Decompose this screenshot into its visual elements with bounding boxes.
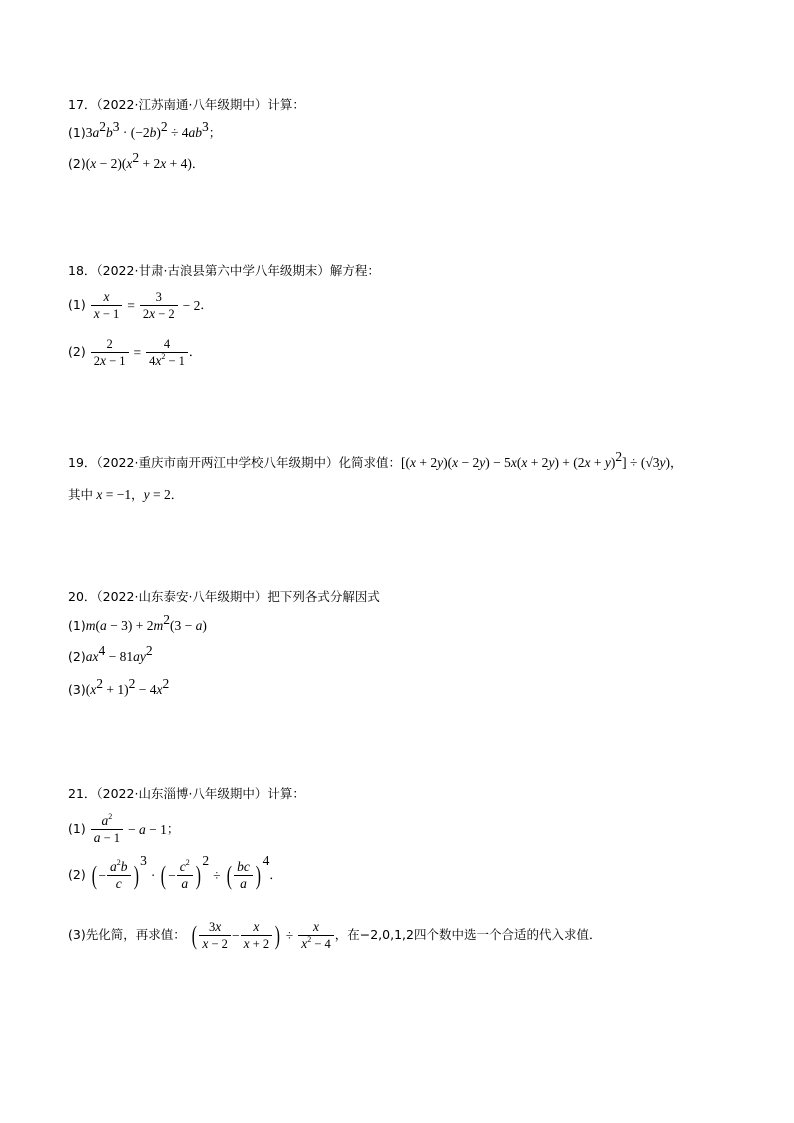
q17-part1: $(1)3a^2b^3 \cdot (-2b)^2 \div 4ab^3$；: [68, 119, 222, 140]
q18-p2-end: ．: [188, 344, 202, 360]
q18-part2: (2) $\frac{2}{2x - 1}$ = $\frac{4}{4x^2 - 1}$ ．: [68, 337, 202, 368]
q17-part2: $(2)(x - 2)(x^2 + 2x + 4)$．: [68, 150, 205, 171]
q17-p1-label: (1): [68, 125, 86, 140]
q21-p2-label: (2): [68, 867, 86, 883]
q21-p2-end: ．: [269, 867, 282, 883]
q18-p1-label: (1): [68, 297, 86, 313]
q21-part1: (1) $\frac{a^2}{a - 1}$ − a − 1；: [68, 812, 180, 845]
q19-sep: ，: [131, 487, 144, 502]
q21-p1-end: ；: [166, 821, 180, 837]
q20-header: 20．（2022·山东泰安·八年级期中）把下列各式分解因式: [68, 589, 380, 604]
q21-part3: (3)先化简，再求值： ( $\frac{3x}{x - 2}$ − $\frac{x}{x + 2}$ ) ÷ $\frac{x}{x^2 - 4}$ ，在−2,0,1,2四个数中选一个合适的代入求值．: [68, 919, 602, 951]
q19-end: ．: [170, 487, 184, 502]
q20-p3-label: (3): [68, 682, 86, 697]
q21-part2: (2) ( − $\frac{a^2b}{c}$ ) $^3$ · ( − $\frac{c^2}{a}$ ) $^2$ ÷ ( $\frac{bc}{a}$ ) $^4$．: [68, 853, 282, 891]
q17-p1-end: ；: [208, 125, 222, 140]
q21-p3-label: (3)先化简，再求值：: [68, 927, 186, 943]
q19-header: 19．（2022·重庆市南开两江中学校八年级期中）化简求值：: [68, 455, 401, 470]
q19-line2: 其中 x = −1，y = 2．: [68, 487, 184, 502]
q18-part1: (1) $\frac{x}{x - 1}$ = $\frac{3}{2x - 2}$ − 2．: [68, 289, 213, 321]
q21-p1-label: (1): [68, 821, 86, 837]
q20-p2-label: (2): [68, 649, 86, 664]
q18-p2-label: (2): [68, 344, 86, 360]
q20-part2: $(2)ax^4 - 81ay^2$: [68, 643, 153, 664]
q18-p1-end: ．: [200, 297, 213, 313]
q17-header: 17．（2022·江苏南通·八年级期中）计算：: [68, 97, 305, 112]
q18-header: 18．（2022·甘肃·古浪县第六中学八年级期末）解方程：: [68, 263, 380, 278]
q20-part3: $(3)(x^2 + 1)^2 - 4x^2$: [68, 676, 170, 697]
q20-p1-label: (1): [68, 618, 86, 633]
q21-header: 21．（2022·山东淄博·八年级期中）计算：: [68, 786, 305, 801]
q19-tail: ，: [669, 455, 683, 470]
q17-p2-end: ．: [191, 156, 205, 171]
q19-prefix: 其中: [68, 487, 94, 502]
q19-line1: 19．（2022·重庆市南开两江中学校八年级期中）化简求值：$[(x + 2y)(x - 2y) - 5x(x + 2y) + (2x + y)^2] \div (√3y)$，: [68, 449, 683, 470]
q21-p3-tail: ，在−2,0,1,2四个数中选一个合适的代入求值．: [334, 927, 602, 943]
q17-p2-label: (2): [68, 156, 86, 171]
q20-part1: $(1)m(a - 3) + 2m^2(3 - a)$: [68, 612, 207, 633]
